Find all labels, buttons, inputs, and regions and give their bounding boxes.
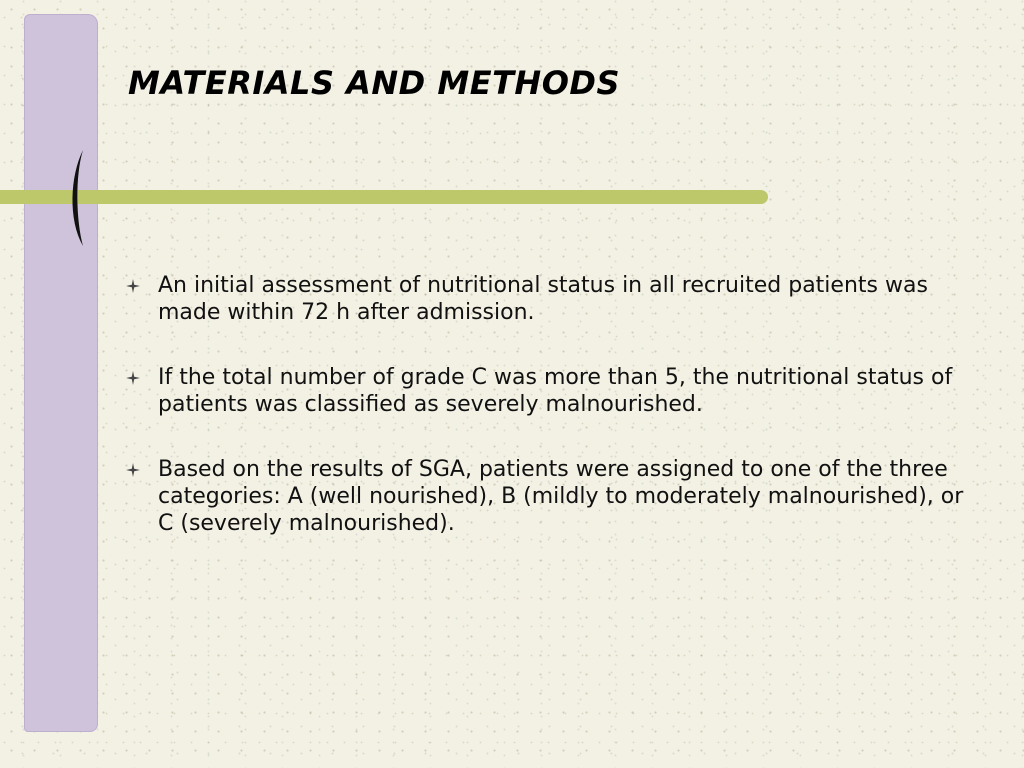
left-bracket-icon xyxy=(64,148,88,248)
bullet-item xyxy=(124,364,974,418)
bullet-text: Based on the results of SGA, patients were assigned to one of the three categories: A (well nourished), B (mildly to moderately malnourished), or C (severely malnourished). xyxy=(158,457,964,536)
sparkle-bullet-icon xyxy=(126,463,140,477)
bullet-list xyxy=(124,272,974,575)
sparkle-bullet-icon xyxy=(126,371,140,385)
decorative-accent-line xyxy=(0,190,768,204)
bullet-item xyxy=(124,456,974,537)
bullet-text: If the total number of grade C was more than 5, the nutritional status of patients was classified as severely malnourished. xyxy=(158,365,953,417)
decorative-side-bar xyxy=(24,14,98,732)
bullet-item xyxy=(124,272,974,326)
bullet-text: An initial assessment of nutritional status in all recruited patients was made within 72 h after admission. xyxy=(158,273,928,325)
sparkle-bullet-icon xyxy=(126,279,140,293)
slide-title: MATERIALS AND METHODS xyxy=(128,64,620,102)
